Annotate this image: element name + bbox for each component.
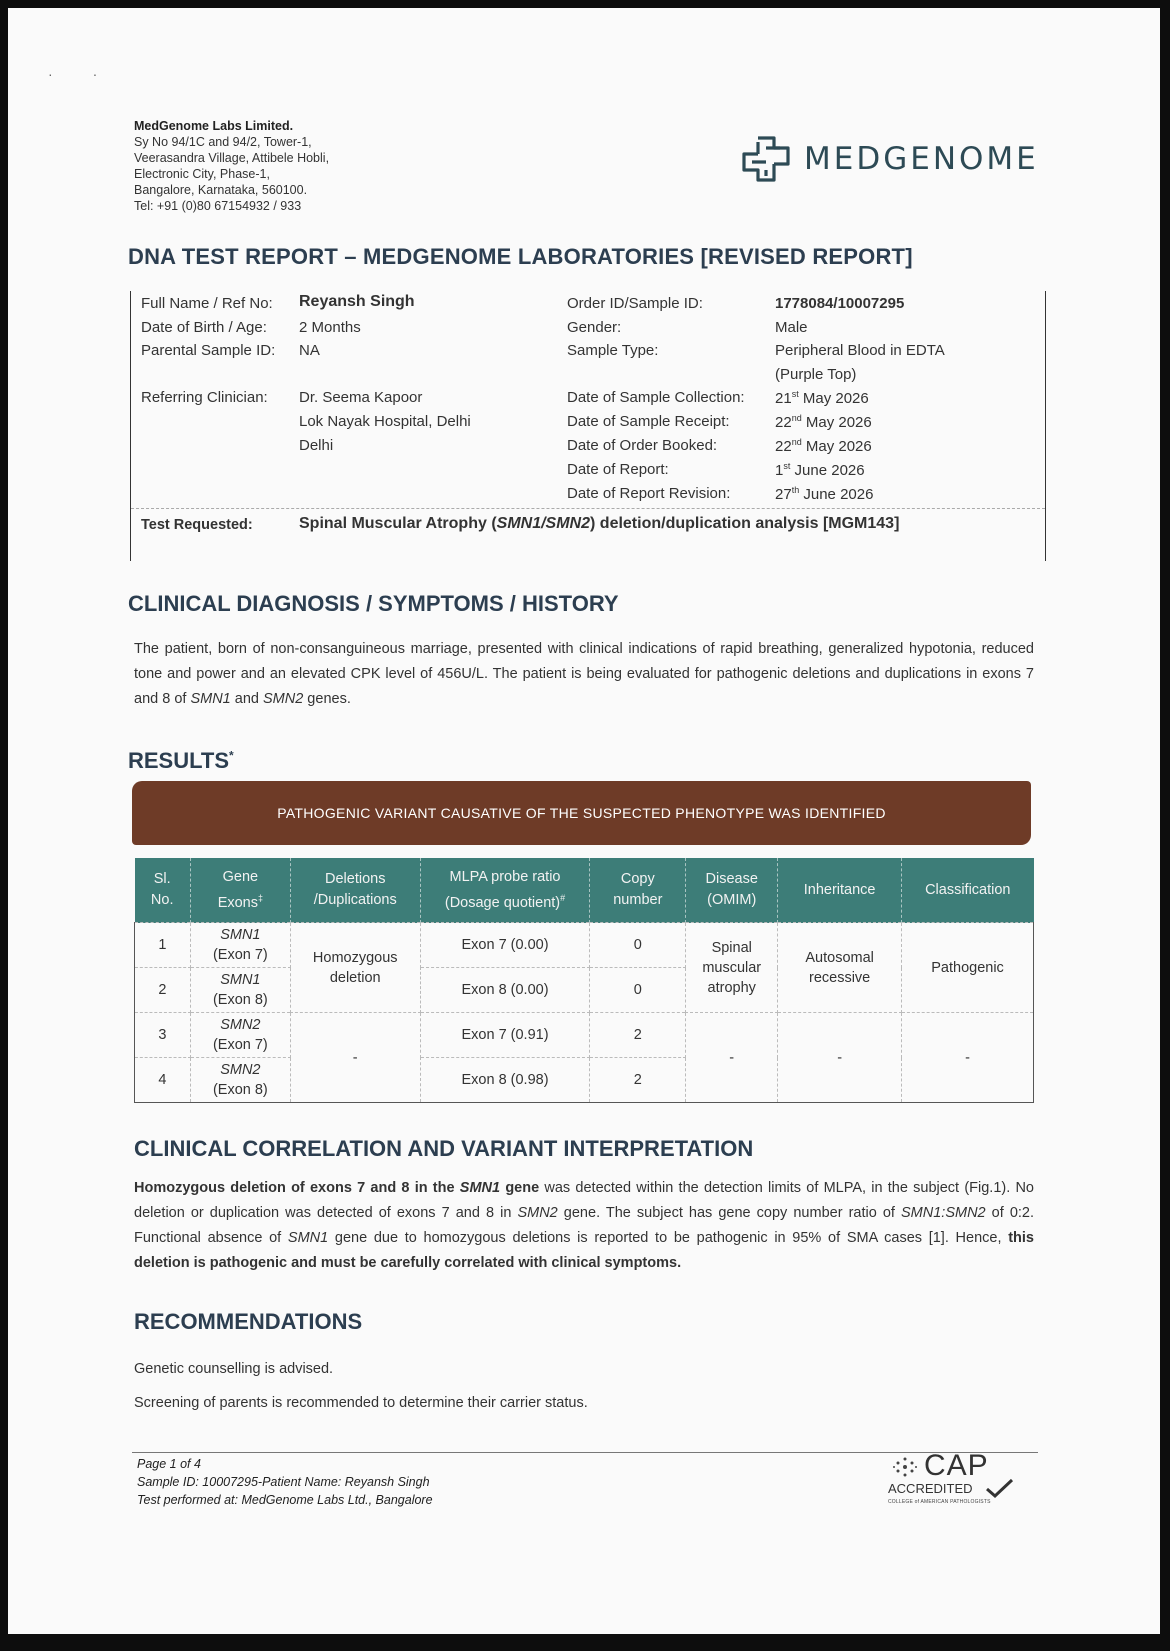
inheritance-cell: Autosomal recessive [778,923,902,1013]
gender-label: Gender: [567,319,622,336]
clinician-label: Referring Clinician: [141,389,268,406]
order-id: 1778084/10007295 [775,295,905,312]
address-line: Electronic City, Phase-1, [134,167,270,181]
address-line: Bangalore, Karnataka, 560100. [134,183,308,197]
logo-wordmark: MEDGENOME [804,141,1039,177]
footer-text [137,1455,433,1509]
parental-value: NA [299,342,320,359]
col-disease: Disease (OMIM) [686,858,778,923]
disease-cell: Spinal muscular atrophy [686,923,778,1013]
dob-label: Date of Birth / Age: [141,319,267,336]
patient-info-block [130,291,1046,561]
report-title: DNA TEST REPORT – MEDGENOME LABORATORIES [REVISED REPORT] [128,244,913,269]
booked-date: 22nd May 2026 [775,437,872,455]
report-page [8,8,1160,1634]
revision-label: Date of Report Revision: [567,485,731,502]
sample-type-value-2: (Purple Top) [775,366,857,383]
col-mlpa: MLPA probe ratio (Dosage quotient)# [420,858,590,923]
sl-cell: 4 [135,1058,191,1103]
copy-cell: 0 [590,923,686,968]
ratio-cell: Exon 7 (0.91) [420,1013,590,1058]
cap-subtitle: COLLEGE of AMERICAN PATHOLOGISTS [888,1499,991,1505]
col-sl: Sl. No. [135,858,191,923]
cap-accredited: ACCREDITED [888,1481,973,1496]
test-requested-value: Spinal Muscular Atrophy (SMN1/SMN2) deletion/duplication analysis [MGM143] [299,515,900,532]
clinical-heading: CLINICAL DIAGNOSIS / SYMPTOMS / HISTORY [128,591,619,616]
col-inheritance: Inheritance [778,858,902,923]
cap-seal-icon [890,1453,920,1481]
booked-label: Date of Order Booked: [567,437,718,454]
dob-value: 2 Months [299,319,361,336]
sample-type-label: Sample Type: [567,342,659,359]
address-line: Tel: +91 (0)80 67154932 / 933 [134,199,302,213]
results-heading: RESULTS* [128,748,234,773]
sl-cell: 3 [135,1013,191,1058]
copy-cell: 0 [590,968,686,1013]
sl-cell: 1 [135,923,191,968]
table-row [135,923,1034,968]
col-classification: Classification [902,858,1034,923]
classification-cell: - [902,1013,1034,1103]
lab-address-block [134,118,329,214]
cap-wordmark: CAP [924,1449,989,1482]
cap-accreditation-logo [884,1449,1034,1505]
copy-cell: 2 [590,1013,686,1058]
clinician-hospital: Lok Nayak Hospital, Delhi [299,413,471,430]
medgenome-logo [740,134,1039,184]
gene-cell: SMN2 (Exon 7) [190,1013,290,1058]
order-label: Order ID/Sample ID: [567,295,703,312]
clinician-city: Delhi [299,437,334,454]
name-label: Full Name / Ref No: [141,295,273,312]
inheritance-cell: - [778,1013,902,1103]
address-line: Sy No 94/1C and 94/2, Tower-1, [134,135,312,149]
page-number: Page 1 of 4 [137,1457,201,1471]
receipt-label: Date of Sample Receipt: [567,413,730,430]
results-table [134,858,1034,1103]
scan-speck-marks: ·· [48,66,138,82]
collection-label: Date of Sample Collection: [567,389,745,406]
col-deletions: Deletions /Duplications [290,858,420,923]
receipt-date: 22nd May 2026 [775,413,872,431]
gene-cell: SMN1 (Exon 8) [190,968,290,1013]
sl-cell: 2 [135,968,191,1013]
clinical-history-text: The patient, born of non-consanguineous marriage, presented with clinical indications of rapid breathing, generalized hypotonia, reduced tone and power and an elevated CPK level of 456U/L. The patient is being evaluated for pathogenic deletions and duplications in exons 7 and 8 of SMN1 and SMN2 genes. [134,641,1034,707]
footer-sample-info: Sample ID: 10007295-Patient Name: Reyansh Singh [137,1475,430,1489]
parental-label: Parental Sample ID: [141,342,276,359]
deletion-cell: Homozygous deletion [290,923,420,1013]
clinician-name: Dr. Seema Kapoor [299,389,423,406]
col-gene: Gene Exons‡ [190,858,290,923]
checkmark-icon [984,1477,1014,1499]
lab-company-name: MedGenome Labs Limited. [134,119,294,133]
gene-cell: SMN1 (Exon 7) [190,923,290,968]
disease-cell: - [686,1013,778,1103]
patient-name: Reyansh Singh [299,293,415,310]
recommendation-line: Genetic counselling is advised. [134,1361,334,1377]
ratio-cell: Exon 8 (0.98) [420,1058,590,1103]
footer-performed-at: Test performed at: MedGenome Labs Ltd., Bangalore [137,1493,433,1507]
interpretation-text: Homozygous deletion of exons 7 and 8 in the SMN1 gene was detected within the detection limits of MLPA, in the subject (Fig.1). No deletion or duplication was detected of exons 7 and 8 in SMN2 gene. The subject has gene copy number ratio of SMN1:SMN2 of 0:2. Functional absence of SMN1 gene due to homozygous deletions is reported to be pathogenic in 95% of SMA cases [1]. Hence, this deletion is pathogenic and must be carefully correlated with clinical symptoms. [134,1180,1035,1271]
ratio-cell: Exon 7 (0.00) [420,923,590,968]
medgenome-logo-icon [740,134,792,184]
recommendations-heading: RECOMMENDATIONS [134,1309,363,1334]
revision-date: 27th June 2026 [775,485,874,503]
sample-type-value: Peripheral Blood in EDTA [775,342,945,359]
gender-value: Male [775,319,808,336]
result-banner: PATHOGENIC VARIANT CAUSATIVE OF THE SUSPECTED PHENOTYPE WAS IDENTIFIED [132,781,1031,845]
ratio-cell: Exon 8 (0.00) [420,968,590,1013]
address-line: Veerasandra Village, Attibele Hobli, [134,151,330,165]
classification-cell: Pathogenic [902,923,1034,1013]
report-date-label: Date of Report: [567,461,669,478]
copy-cell: 2 [590,1058,686,1103]
collection-date: 21st May 2026 [775,389,869,407]
gene-cell: SMN2 (Exon 8) [190,1058,290,1103]
results-header-row [135,858,1034,923]
table-row [135,1013,1034,1058]
recommendation-line: Screening of parents is recommended to determine their carrier status. [134,1395,588,1411]
test-requested-label: Test Requested: [141,517,253,533]
col-copy: Copy number [590,858,686,923]
deletion-cell: - [290,1013,420,1103]
interpretation-heading: CLINICAL CORRELATION AND VARIANT INTERPRETATION [134,1136,754,1161]
report-date: 1st June 2026 [775,461,865,479]
